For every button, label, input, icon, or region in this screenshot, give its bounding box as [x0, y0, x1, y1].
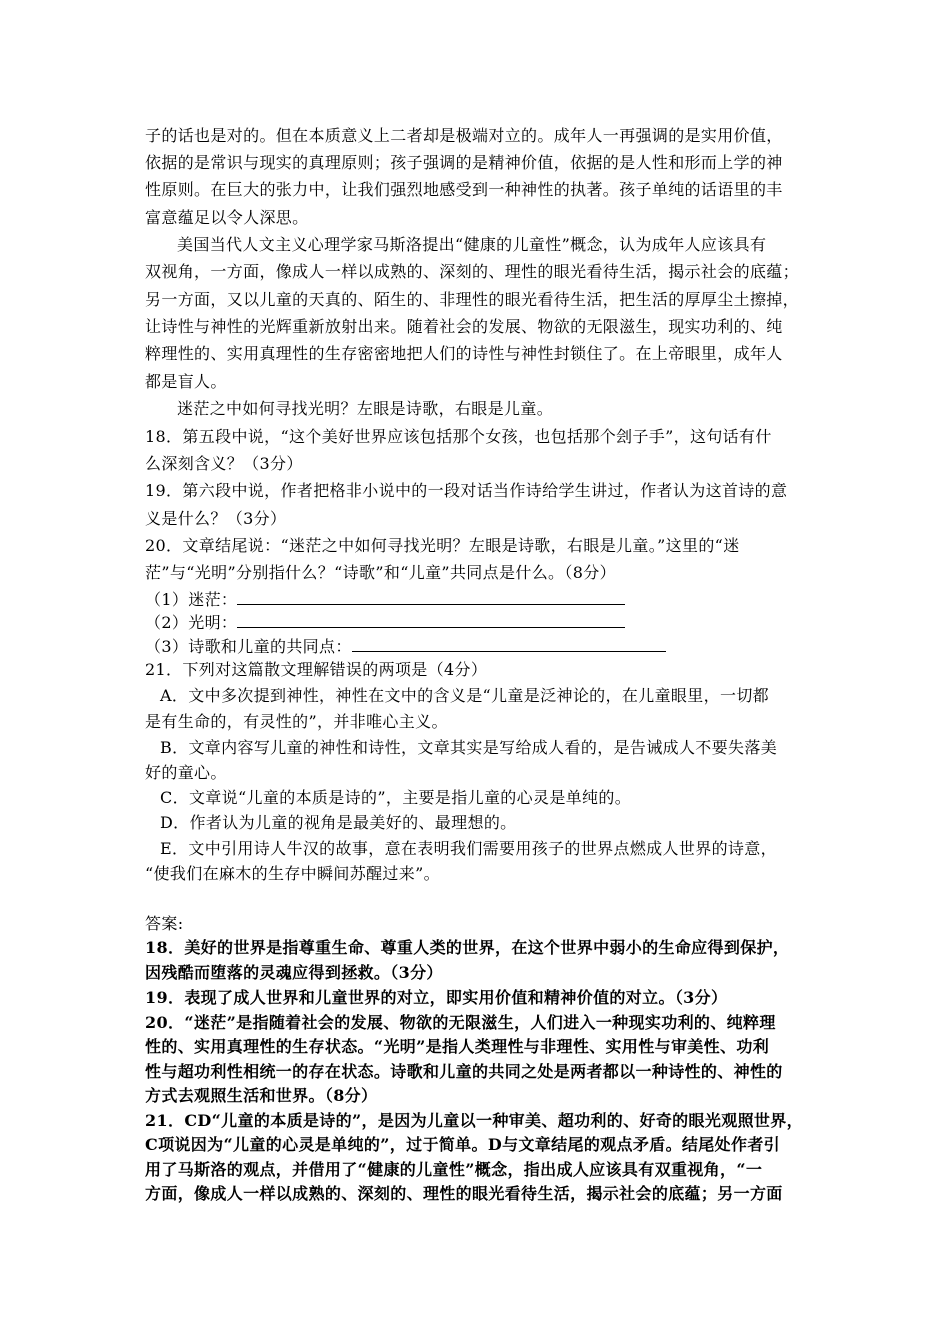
answer-20: 20．“迷茫”是指随着社会的发展、物欲的无限滋生，人们进入一种现实功利的、纯粹理 — [145, 1013, 776, 1032]
passage-line: 性原则。在巨大的张力中，让我们强烈地感受到一种神性的执著。孩子单纯的话语里的丰 — [145, 180, 783, 199]
option-e: E．文中引用诗人牛汉的故事，意在表明我们需要用孩子的世界点燃成人世界的诗意， — [160, 839, 777, 858]
passage-line: 双视角，一方面，像成人一样以成熟的、深刻的、理性的眼光看待生活，揭示社会的底蕴； — [145, 262, 800, 281]
passage-line: 依据的是常识与现实的真理原则；孩子强调的是精神价值，依据的是人性和形而上学的神 — [145, 153, 783, 172]
passage-line: 让诗性与神性的光辉重新放射出来。随着社会的发展、物欲的无限滋生，现实功利的、纯 — [145, 317, 783, 336]
answer-18: 因残酷而堕落的灵魂应得到拯救。（3分） — [145, 963, 443, 982]
answer-21: C项说因为“儿童的心灵是单纯的”，过于简单。D与文章结尾的观点矛盾。结尾处作者引 — [145, 1135, 781, 1154]
question-21: 21．下列对这篇散文理解错误的两项是（4分） — [145, 660, 488, 679]
question-20: 20．文章结尾说：“迷茫之中如何寻找光明？左眼是诗歌，右眼是儿童。”这里的“迷 — [145, 536, 740, 555]
answer-21: 用了马斯洛的观点，并借用了“健康的儿童性”概念，指出成人应该具有双重视角，“一 — [145, 1160, 763, 1179]
passage-line: 粹理性的、实用真理性的生存密密地把人们的诗性与神性封锁住了。在上帝眼里，成年人 — [145, 344, 783, 363]
answer-21: 21．CD“儿童的本质是诗的”，是因为儿童以一种审美、超功利的、好奇的眼光观照世界， — [145, 1111, 803, 1130]
passage-line: 都是盲人。 — [145, 372, 227, 391]
question-19: 19．第六段中说，作者把格非小说中的一段对话当作诗给学生讲过，作者认为这首诗的意 — [145, 481, 788, 500]
answers-heading: 答案: — [145, 914, 184, 933]
question-20-item-3 — [145, 637, 666, 657]
option-c: C．文章说“儿童的本质是诗的”，主要是指儿童的心灵是单纯的。 — [160, 788, 632, 807]
option-a: 是有生命的，有灵性的”，并非唯心主义。 — [145, 712, 448, 731]
passage-line: 富意蕴足以令人深思。 — [145, 208, 309, 227]
question-20-item-2 — [145, 613, 625, 633]
passage-line: 另一方面，又以儿童的天真的、陌生的、非理性的眼光看待生活，把生活的厚厚尘土擦掉， — [145, 290, 800, 309]
answer-20: 方式去观照生活和世界。（8分） — [145, 1086, 378, 1105]
question-19: 义是什么？（3分） — [145, 509, 287, 528]
passage-line: 子的话也是对的。但在本质意义上二者却是极端对立的。成年人一再强调的是实用价值， — [145, 126, 783, 145]
answer-18: 18．美好的世界是指尊重生命、尊重人类的世界，在这个世界中弱小的生命应得到保护， — [145, 938, 790, 957]
item-label: （3）诗歌和儿童的共同点： — [145, 637, 352, 656]
item-label: （2）光明： — [145, 613, 238, 632]
question-18: 么深刻含义？（3分） — [145, 454, 303, 473]
option-b: B．文章内容写儿童的神性和诗性，文章其实是写给成人看的，是告诫成人不要失落美 — [160, 738, 778, 757]
answer-blank — [237, 590, 625, 605]
question-20-item-1 — [145, 590, 625, 610]
answer-20: 性与超功利性相统一的存在状态。诗歌和儿童的共同之处是两者都以一种诗性的、神性的 — [145, 1062, 783, 1081]
question-18: 18．第五段中说，“这个美好世界应该包括那个女孩，也包括那个刽子手”，这句话有什 — [145, 427, 772, 446]
answer-20: 性的、实用真理性的生存状态。“光明”是指人类理性与非理性、实用性与审美性、功利 — [145, 1037, 770, 1056]
answer-19: 19．表现了成人世界和儿童世界的对立，即实用价值和精神价值的对立。（3分） — [145, 988, 728, 1007]
option-b: 好的童心。 — [145, 763, 227, 782]
answer-blank — [237, 613, 625, 628]
item-label: （1）迷茫： — [145, 590, 238, 609]
passage-line: 美国当代人文主义心理学家马斯洛提出“健康的儿童性”概念，认为成年人应该具有 — [177, 235, 767, 254]
passage-line: 迷茫之中如何寻找光明？左眼是诗歌，右眼是儿童。 — [177, 399, 554, 418]
answer-blank — [352, 637, 666, 652]
option-a: A．文中多次提到神性，神性在文中的含义是“儿童是泛神论的，在儿童眼里，一切都 — [160, 686, 770, 705]
option-e: “使我们在麻木的生存中瞬间苏醒过来”。 — [145, 864, 441, 883]
answer-21: 方面，像成人一样以成熟的、深刻的、理性的眼光看待生活，揭示社会的底蕴；另一方面 — [145, 1184, 783, 1203]
question-20: 茫”与“光明”分别指什么？“诗歌”和“儿童”共同点是什么。（8分） — [145, 563, 616, 582]
option-d: D．作者认为儿童的视角是最美好的、最理想的。 — [160, 813, 517, 832]
